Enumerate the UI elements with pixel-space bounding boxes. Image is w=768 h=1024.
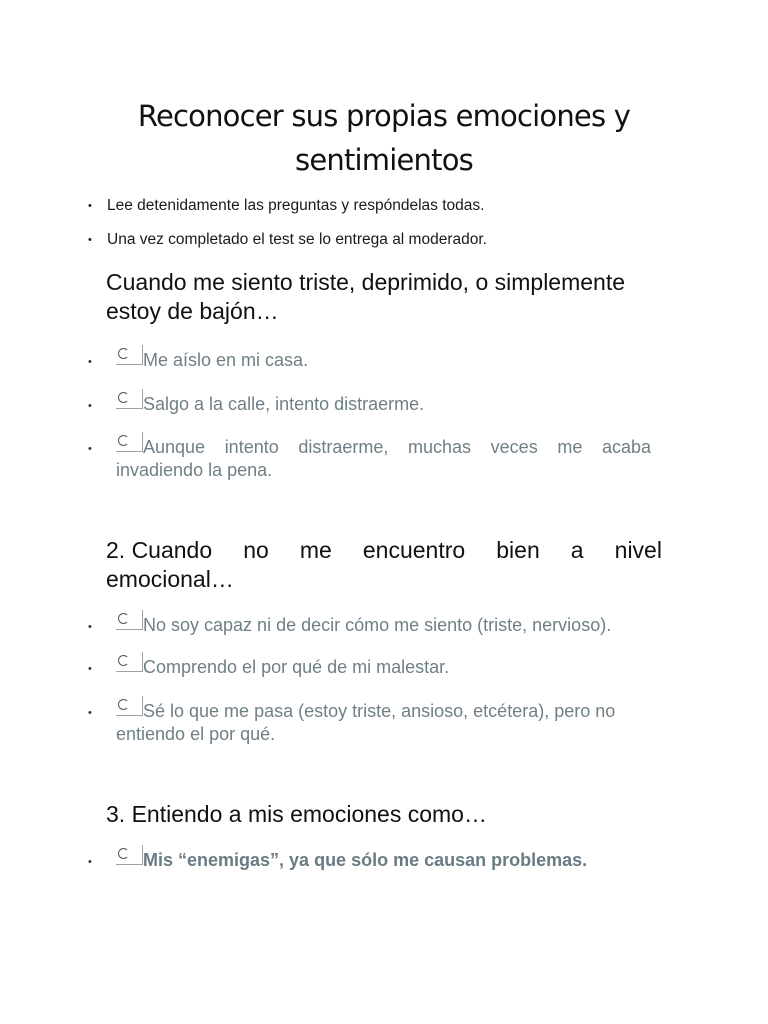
title-line-1: Reconocer sus propias emociones y: [137, 99, 631, 133]
question-2-word: no: [243, 537, 269, 563]
radio-button-icon[interactable]: [116, 345, 143, 365]
question-2-word: me: [299, 537, 332, 563]
question-2-word: bien: [496, 537, 540, 563]
radio-button-icon[interactable]: [116, 610, 143, 630]
option-label: Me aíslo en mi casa.: [143, 350, 309, 370]
question-1-text: Cuando me siento triste, deprimido, o simplemente estoy de bajón…: [106, 269, 626, 324]
instruction-text: Una vez completado el test se lo entrega al moderador.: [107, 231, 487, 248]
title-line-2: sentimientos: [295, 143, 473, 177]
question-2-word: encuentro: [362, 537, 466, 563]
question-2-word: nivel: [614, 537, 662, 563]
bullet: •: [88, 234, 92, 246]
instruction-text: Lee detenidamente las preguntas y respóndelas todas.: [107, 197, 485, 214]
bullet: •: [88, 200, 92, 212]
option-label: No soy capaz ni de decir cómo me siento (triste, nervioso).: [143, 615, 612, 635]
question-2-word: 2. Cuando: [106, 537, 213, 563]
question-2-line-1: [106, 536, 662, 565]
option-label: Mis “enemigas”, ya que sólo me causan problemas.: [143, 850, 588, 870]
radio-button-icon[interactable]: [116, 845, 143, 865]
bullet: •: [88, 707, 92, 719]
bullet: •: [88, 663, 92, 675]
option-label: Sé lo que me pasa (estoy triste, ansioso, etcétera), pero no entiendo el por qué.: [116, 701, 616, 744]
bullet: •: [88, 400, 92, 412]
question-2-line-2: emocional…: [106, 566, 234, 592]
bullet: •: [88, 621, 92, 633]
option-label: Aunque intento distraerme, muchas veces me acaba invadiendo la pena.: [116, 437, 651, 480]
option-label: Comprendo el por qué de mi malestar.: [143, 657, 450, 677]
bullet: •: [88, 856, 92, 868]
radio-button-icon[interactable]: [116, 652, 143, 672]
question-2-text: [106, 536, 662, 594]
radio-button-icon[interactable]: [116, 389, 143, 409]
question-2-word: a: [570, 537, 584, 563]
option-label: Salgo a la calle, intento distraerme.: [143, 394, 425, 414]
bullet: •: [88, 443, 92, 455]
question-3-text: 3. Entiendo a mis emociones como…: [106, 801, 487, 827]
bullet: •: [88, 356, 92, 368]
page-title: [100, 94, 668, 182]
